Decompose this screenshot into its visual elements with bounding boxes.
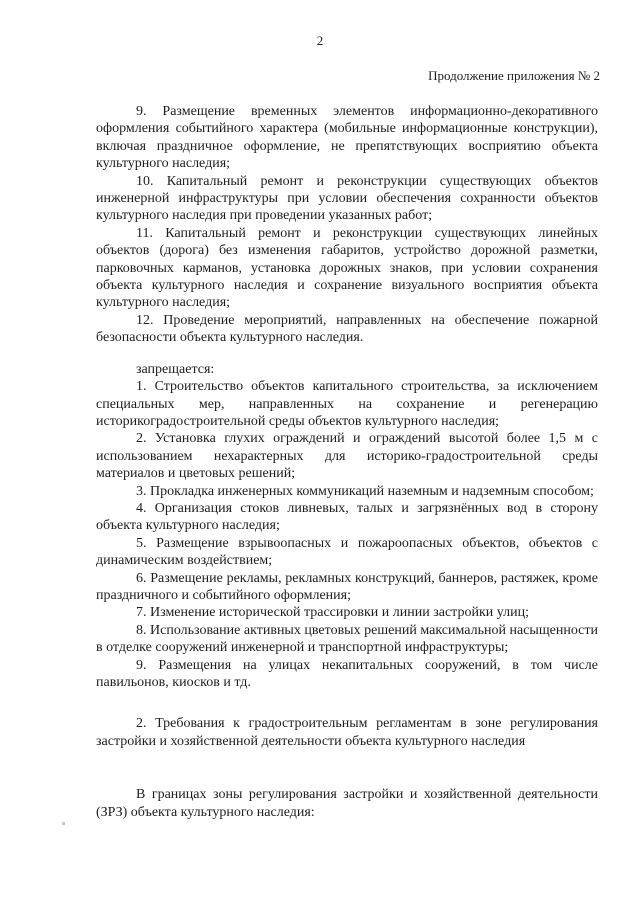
list-item: 7. Изменение исторической трассировки и линии застройки улиц; (136, 605, 530, 621)
list-item: 2. Установка глухих ограждений и ограждений высотой более 1,5 м с использованием нехарактерных для историко-градостроительной среды материалов и цветовых решений; (96, 431, 598, 482)
allowed-list (96, 103, 598, 347)
document-body (96, 103, 598, 821)
list-item: 1. Строительство объектов капитального строительства, за исключением специальных мер, направленных на сохранение и регенерацию историкоградостроительной среды объектов культурного наследия; (96, 379, 598, 429)
scan-mark (62, 822, 65, 825)
list-item: 9. Размещения на улицах некапитальных сооружений, в том числе павильонов, киосков и тд. (96, 657, 598, 690)
list-item: 5. Размещение взрывоопасных и пожароопасных объектов, объектов с динамическим воздействием; (96, 535, 598, 569)
list-item: 3. Прокладка инженерных коммуникаций наземным и надземным способом; (136, 483, 594, 499)
list-item: 9. Размещение временных элементов информационно-декоративного оформления событийного характера (мобильные информационные конструкции), включая праздничное оформление, не препятствующих восприятию объекта культурного наследия; (96, 104, 598, 172)
prohibited-label: запрещается: (136, 361, 215, 377)
list-item: 6. Размещение рекламы, рекламных конструкций, баннеров, растяжек, кроме праздничного и событийного оформления; (96, 570, 598, 603)
prohibited-list (96, 378, 598, 691)
list-item: 12. Проведение мероприятий, направленных на обеспечение пожарной безопасности объекта культурного наследия. (96, 312, 598, 346)
page-number: 2 (316, 33, 324, 48)
list-item: 8. Использование активных цветовых решений максимальной насыщенности в отделке сооружений инженерной и транспортной инфраструктуры; (96, 622, 598, 656)
list-item: 10. Капитальный ремонт и реконструкции существующих объектов инженерной инфраструктуры при условии обеспечения сохранности объектов культурного наследия при проведении указанных работ; (96, 173, 598, 224)
section-intro: В границах зоны регулирования застройки и хозяйственной деятельности (ЗРЗ) объекта культурного наследия: (96, 787, 598, 820)
appendix-continuation-label: Продолжение приложения № 2 (428, 68, 600, 83)
section-heading: 2. Требования к градостроительным регламентам в зоне регулирования застройки и хозяйственной деятельности объекта культурного наследия (96, 716, 598, 749)
list-item: 4. Организация стоков ливневых, талых и загрязнённых вод в сторону объекта культурного наследия; (96, 500, 598, 534)
list-item: 11. Капитальный ремонт и реконструкции существующих линейных объектов (дорога) без изменения габаритов, устройство дорожной разметки, парковочных карманов, установка дорожных знаков, при условии сохранения объекта культурного наследия и сохранение визуального восприятия объекта культурного наследия; (96, 225, 598, 311)
